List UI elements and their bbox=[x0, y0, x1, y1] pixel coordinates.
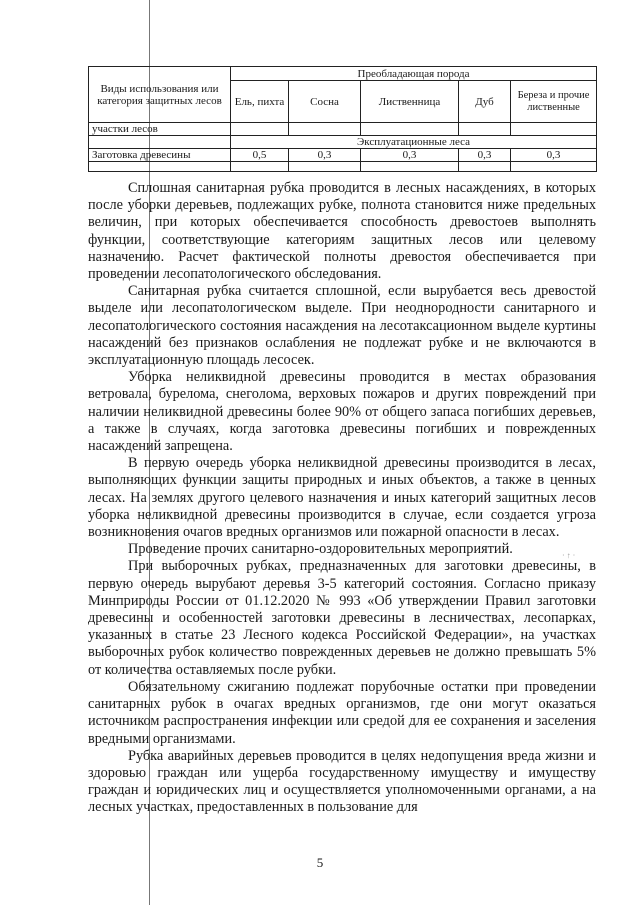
page-number: 5 bbox=[316, 855, 324, 870]
paragraph: Обязательному сжиганию подлежат порубочные остатки при проведении санитарных рубок в очагах вредных организмов, где они могут оказаться источником распространения инфекции или средой для ее сохранения и заселения вредными организмами. bbox=[88, 678, 596, 747]
table-header-species: Лиственница bbox=[361, 81, 459, 123]
margin-mark: · ↑ · bbox=[562, 551, 576, 560]
table-header-species-group: Преобладающая порода bbox=[231, 67, 597, 81]
table-cell: 0,3 bbox=[361, 149, 459, 162]
paragraph: В первую очередь уборка неликвидной древесины производится в лесах, выполняющих функции защиты природных и иных объектов, а также в ценных лесах. На землях другого целевого назначения и иных категорий защитных лесов уборка неликвидной древесины производится в случае, если создается угроза возникновения очагов вредных организмов или пожарной опасности в лесах. bbox=[88, 455, 596, 541]
table-header-usage: Виды использования или категория защитных лесов bbox=[89, 67, 231, 123]
paragraph: Рубка аварийных деревьев проводится в целях недопущения вреда жизни и здоровью граждан или ущерба государственному имуществу и имуществу граждан и юридических лиц и осуществляется уполномоченными органами, а на лесных участках, предоставленных в пользование для bbox=[88, 747, 596, 816]
document-body bbox=[88, 180, 596, 817]
table-section-title: Эксплуатационные леса bbox=[231, 136, 597, 149]
paragraph: Санитарная рубка считается сплошной, если вырубается весь древостой выделе или лесопатологическом выделе. При неоднородности санитарного и лесопатологического состояния насаждения на лесотаксационном выделе куртины насаждений без признаков ослабления не подлежат рубке и не включаются в эксплуатационную площадь лесосек. bbox=[88, 283, 596, 369]
paragraph: Сплошная санитарная рубка проводится в лесных насаждениях, в которых после уборки деревьев, подлежащих рубке, полнота становится ниже предельных величин, при которых обеспечивается способность древостоев выполнять функции, соответствующие категориям защитных лесов или целевому назначению. Расчет фактической полноты древостоя обеспечивается при проведении лесопатологического обследования. bbox=[88, 180, 596, 283]
paragraph: Уборка неликвидной древесины проводится в местах образования ветровала, бурелома, снеголома, верховых пожаров и других повреждений при наличии неликвидной древесины более 90% от общего запаса погибших деревьев, а также в случаях, когда заготовка древесины погибших и поврежденных насаждений запрещена. bbox=[88, 369, 596, 455]
table-header-species: Дуб bbox=[459, 81, 511, 123]
paragraph: Проведение прочих санитарно-оздоровительных мероприятий. bbox=[128, 541, 513, 558]
paragraph: При выборочных рубках, предназначенных для заготовки древесины, в первую очередь вырубают деревья 3-5 категорий состояния. Согласно приказу Минприроды России от 01.12.2020 № 993 «Об утверждении Правил заготовки древесины и особенностей заготовки древесины в лесничествах, лесопарках, указанных в статье 23 Лесного кодекса Российской Федерации», на участках выборочных рубок количество поврежденных деревьев не должно превышать 5% от количества оставляемых после рубки. bbox=[88, 558, 596, 678]
table-cell: 0,3 bbox=[511, 149, 597, 162]
table-header-species: Сосна bbox=[289, 81, 361, 123]
table-header-species: Ель, пихта bbox=[231, 81, 289, 123]
table-cell: 0,3 bbox=[289, 149, 361, 162]
table-row-label: Заготовка древесины bbox=[89, 149, 231, 162]
table-header-species: Береза и прочие лиственные bbox=[511, 81, 597, 123]
table-cell: 0,5 bbox=[231, 149, 289, 162]
table-row-plots: участки лесов bbox=[89, 123, 231, 136]
table-cell: 0,3 bbox=[459, 149, 511, 162]
species-table bbox=[88, 66, 597, 172]
